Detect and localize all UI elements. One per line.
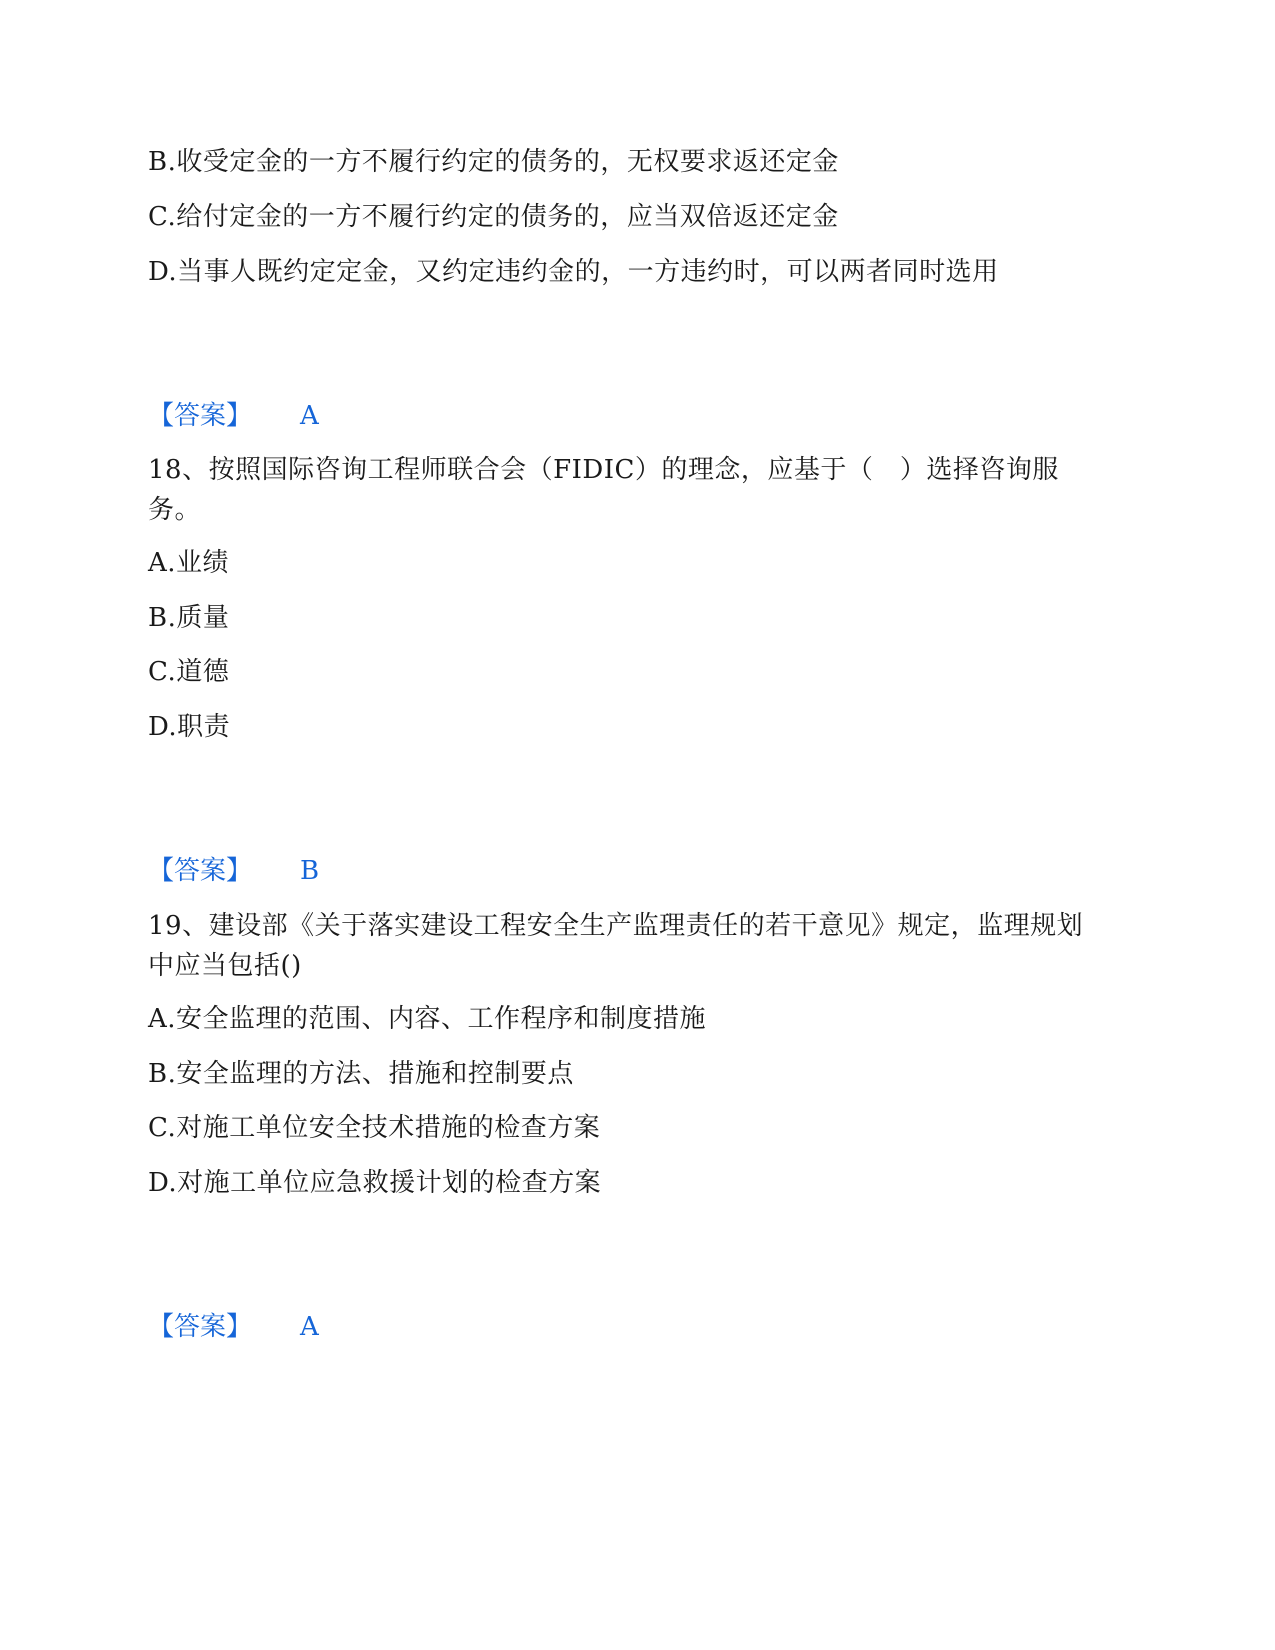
q19-option-d: D.对施工单位应急救援计划的检查方案	[148, 1168, 602, 1198]
q19-option-b: B.安全监理的方法、措施和控制要点	[148, 1059, 574, 1089]
q19-answer-value: A	[300, 1312, 319, 1342]
q17-answer	[148, 396, 319, 436]
q18-answer-label: 【答案】	[148, 856, 253, 886]
q17-option-c: C.给付定金的一方不履行约定的债务的，应当双倍返还定金	[148, 202, 839, 232]
q17-answer-value: A	[300, 401, 319, 431]
q17-option-d: D.当事人既约定定金，又约定违约金的，一方违约时，可以两者同时选用	[148, 257, 999, 287]
q19-option-a: A.安全监理的范围、内容、工作程序和制度措施	[148, 1004, 707, 1034]
q18-answer-value: B	[300, 856, 320, 886]
q18-option-a: A.业绩	[148, 548, 230, 578]
q19-answer	[148, 1307, 319, 1347]
q19-answer-label: 【答案】	[148, 1312, 253, 1342]
q19-option-c: C.对施工单位安全技术措施的检查方案	[148, 1113, 601, 1143]
q18-option-d: D.职责	[148, 712, 231, 742]
q17-answer-label: 【答案】	[148, 401, 253, 431]
q18-stem: 18、按照国际咨询工程师联合会（FIDIC）的理念，应基于（ ）选择咨询服务。	[148, 455, 1059, 525]
q18-answer	[148, 851, 319, 891]
q18-option-c: C.道德	[148, 657, 230, 687]
q19-stem: 19、建设部《关于落实建设工程安全生产监理责任的若干意见》规定，监理规划中应当包括()	[148, 911, 1084, 981]
q18-option-b: B.质量	[148, 603, 230, 633]
q17-option-b: B.收受定金的一方不履行约定的债务的，无权要求返还定金	[148, 147, 839, 177]
